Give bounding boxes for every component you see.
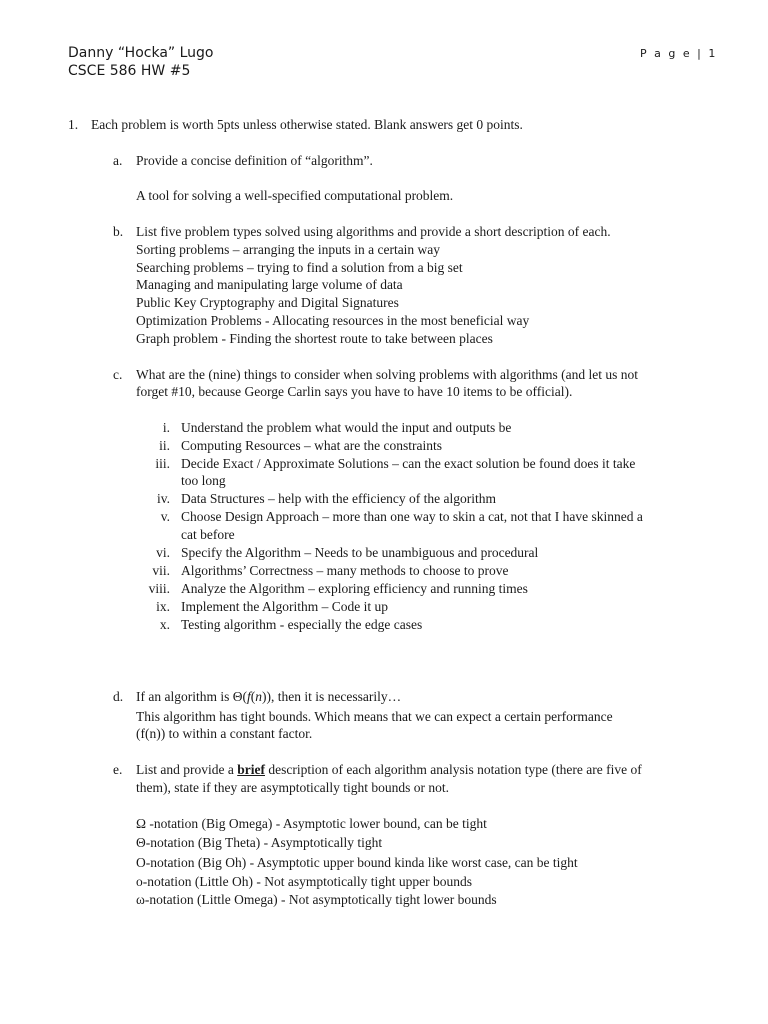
q1c-item-2-num: ii.: [159, 438, 170, 453]
big-oh-symbol: O: [136, 855, 146, 870]
q1c-question-line2: forget #10, because George Carlin says you have to have 10 items to be official).: [136, 384, 573, 399]
q1c-item-7-text: Algorithms’ Correctness – many methods to choose to prove: [181, 563, 509, 578]
q1e-question-line2: them), state if they are asymptotically tight bounds or not.: [136, 780, 450, 795]
q1b-answer-5: Optimization Problems - Allocating resources in the most beneficial way: [136, 313, 530, 328]
q1c-item-1-num: i.: [162, 420, 170, 435]
q1c-question-line1: What are the (nine) things to consider when solving problems with algorithms (and let us not: [136, 367, 639, 382]
notation-big-oh: O-notation (Big Oh) - Asymptotic upper bound kinda like worst case, can be tight: [136, 855, 578, 870]
q1e-letter: e.: [113, 762, 123, 777]
q1c-item-6-text: Specify the Algorithm – Needs to be unambiguous and procedural: [181, 545, 539, 560]
q1c-item-8-num: viii.: [148, 581, 170, 596]
q1c-item-3-text: Decide Exact / Approximate Solutions – can the exact solution be found does it take: [181, 456, 636, 471]
big-omega-symbol: Ω: [136, 816, 147, 831]
q1c-item-8-text: Analyze the Algorithm – exploring efficiency and running times: [181, 581, 528, 596]
notation-little-omega: ω-notation (Little Omega) - Not asymptotically tight lower bounds: [136, 892, 497, 907]
q1b-letter: b.: [113, 224, 124, 239]
q1b-answer-2: Searching problems – trying to find a solution from a big set: [136, 260, 463, 275]
q1c-item-6-num: vi.: [156, 545, 170, 560]
q1a-question: Provide a concise definition of “algorithm”.: [136, 153, 373, 168]
q1d-answer-line2: (f(n)) to within a constant factor.: [136, 726, 313, 741]
q1d-question: If an algorithm is Θ(f(n)), then it is necessarily…: [136, 689, 402, 704]
q1c-item-9-text: Implement the Algorithm – Code it up: [181, 599, 388, 614]
q1-text: Each problem is worth 5pts unless otherwise stated. Blank answers get 0 points.: [91, 117, 523, 132]
page-number: P a g e | 1: [640, 47, 718, 60]
q1b-answer-1: Sorting problems – arranging the inputs in a certain way: [136, 242, 441, 257]
q1-number: 1.: [68, 117, 79, 132]
q1c-letter: c.: [113, 367, 123, 382]
q1d-answer-line1: This algorithm has tight bounds. Which means that we can expect a certain performance: [136, 709, 613, 724]
course-title: CSCE 586 HW #5: [68, 63, 191, 79]
q1b-answer-6: Graph problem - Finding the shortest route to take between places: [136, 331, 493, 346]
little-omega-symbol: ω: [136, 892, 145, 907]
q1c-item-1-text: Understand the problem what would the input and outputs be: [181, 420, 512, 435]
author-name: Danny “Hocka” Lugo: [68, 45, 214, 61]
q1c-item-9-num: ix.: [156, 599, 170, 614]
brief-emphasis: brief: [237, 762, 265, 777]
notation-big-omega: Ω -notation (Big Omega) - Asymptotic lower bound, can be tight: [136, 816, 487, 831]
q1c-item-10-num: x.: [159, 617, 170, 632]
notation-big-theta: Θ-notation (Big Theta) - Asymptotically tight: [136, 835, 383, 850]
q1a-letter: a.: [113, 153, 123, 168]
q1c-item-5-text-cont: cat before: [181, 527, 235, 542]
q1d-letter: d.: [113, 689, 124, 704]
q1c-item-5-text: Choose Design Approach – more than one way to skin a cat, not that I have skinned a: [181, 509, 643, 524]
little-oh-symbol: o: [136, 874, 143, 889]
q1b-question: List five problem types solved using algorithms and provide a short description of each.: [136, 224, 611, 239]
notation-little-oh: o-notation (Little Oh) - Not asymptotically tight upper bounds: [136, 874, 472, 889]
q1c-item-4-num: iv.: [157, 491, 170, 506]
q1c-item-2-text: Computing Resources – what are the constraints: [181, 438, 442, 453]
q1e-question: List and provide a brief description of each algorithm analysis notation type (there are five of: [136, 762, 642, 777]
q1c-item-3-text-cont: too long: [181, 473, 226, 488]
q1c-item-10-text: Testing algorithm - especially the edge cases: [181, 617, 423, 632]
q1b-answer-4: Public Key Cryptography and Digital Signatures: [136, 295, 399, 310]
q1c-item-5-num: v.: [160, 509, 170, 524]
q1c-item-4-text: Data Structures – help with the efficiency of the algorithm: [181, 491, 497, 506]
q1c-item-7-num: vii.: [152, 563, 170, 578]
q1a-answer: A tool for solving a well-specified computational problem.: [136, 188, 454, 203]
q1c-item-3-num: iii.: [155, 456, 170, 471]
big-theta-symbol: Θ: [136, 835, 146, 850]
q1b-answer-3: Managing and manipulating large volume of data: [136, 277, 403, 292]
